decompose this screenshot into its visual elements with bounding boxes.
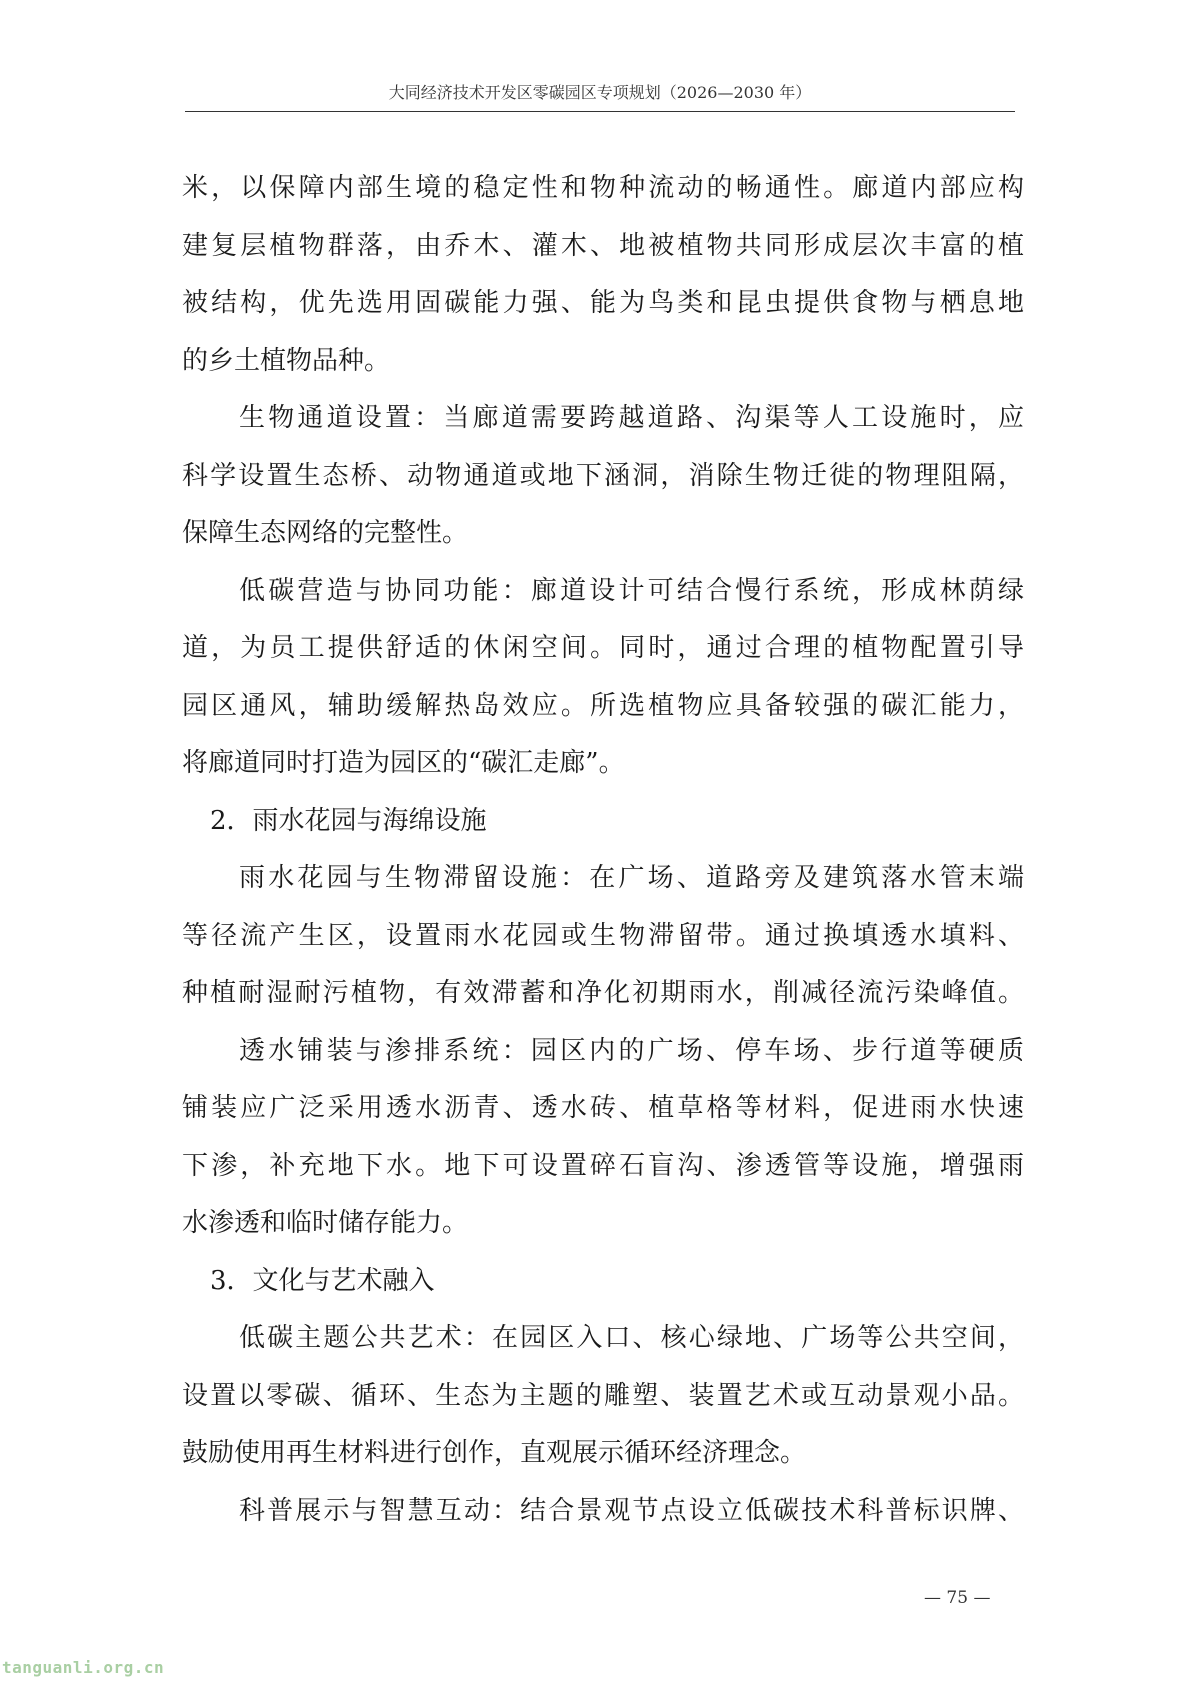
paragraph [182, 1483, 1024, 1541]
text-line: 生物通道设置：当廊道需要跨越道路、沟渠等人工设施时，应 [239, 403, 1024, 433]
paragraph [182, 1310, 1024, 1483]
paragraph [182, 1023, 1024, 1253]
site-watermark: tanguanli.org.cn [2, 1658, 165, 1677]
text-line: 设置以零碳、循环、生态为主题的雕塑、装置艺术或互动景观小品。 [182, 1380, 1024, 1411]
text-line: 道，为员工提供舒适的休闲空间。同时，通过合理的植物配置引导 [182, 633, 1024, 663]
section-heading [182, 793, 1024, 851]
running-header: 大同经济技术开发区零碳园区专项规划（2026—2030 年） [388, 83, 812, 102]
text-line: 科学设置生态桥、动物通道或地下涵洞，消除生物迁徙的物理阻隔， [182, 460, 1024, 491]
text-line: 鼓励使用再生材料进行创作，直观展示循环经济理念。 [182, 1438, 807, 1468]
section-heading [182, 1253, 1024, 1311]
text-line: 水渗透和临时储存能力。 [182, 1208, 469, 1238]
text-line: 的乡土植物品种。 [182, 345, 391, 376]
paragraph [182, 390, 1024, 563]
text-line: 低碳主题公共艺术：在园区入口、核心绿地、广场等公共空间， [239, 1323, 1024, 1353]
text-line: 低碳营造与协同功能：廊道设计可结合慢行系统，形成林荫绿 [239, 575, 1024, 606]
text-line: 被结构，优先选用固碳能力强、能为鸟类和昆虫提供食物与栖息地 [182, 288, 1024, 318]
text-line: 3．文化与艺术融入 [210, 1265, 435, 1296]
text-line: 园区通风，辅助缓解热岛效应。所选植物应具备较强的碳汇能力， [182, 690, 1024, 721]
text-line: 米，以保障内部生境的稳定性和物种流动的畅通性。廊道内部应构 [182, 173, 1024, 203]
text-line: 2．雨水花园与海绵设施 [210, 805, 487, 836]
body-text [182, 160, 1024, 1540]
paragraph [182, 563, 1024, 793]
page-number: — 75 — [924, 1588, 991, 1608]
text-line: 雨水花园与生物滞留设施：在广场、道路旁及建筑落水管末端 [239, 863, 1024, 893]
text-line: 种植耐湿耐污植物，有效滞蓄和净化初期雨水，削减径流污染峰值。 [182, 978, 1024, 1008]
text-line: 下渗，补充地下水。地下可设置碎石盲沟、渗透管等设施，增强雨 [182, 1150, 1024, 1181]
paragraph [182, 160, 1024, 390]
paragraph [182, 850, 1024, 1023]
text-line: 透水铺装与渗排系统：园区内的广场、停车场、步行道等硬质 [239, 1035, 1024, 1066]
text-line: 等径流产生区，设置雨水花园或生物滞留带。通过换填透水填料、 [182, 920, 1024, 951]
text-line: 保障生态网络的完整性。 [182, 518, 469, 548]
text-line: 将廊道同时打造为园区的“碳汇走廊”。 [182, 748, 625, 778]
header-rule [185, 111, 1015, 112]
text-line: 铺装应广泛采用透水沥青、透水砖、植草格等材料，促进雨水快速 [182, 1093, 1024, 1123]
text-line: 建复层植物群落，由乔木、灌木、地被植物共同形成层次丰富的植 [182, 230, 1024, 261]
text-line: 科普展示与智慧互动：结合景观节点设立低碳技术科普标识牌、 [239, 1495, 1024, 1526]
